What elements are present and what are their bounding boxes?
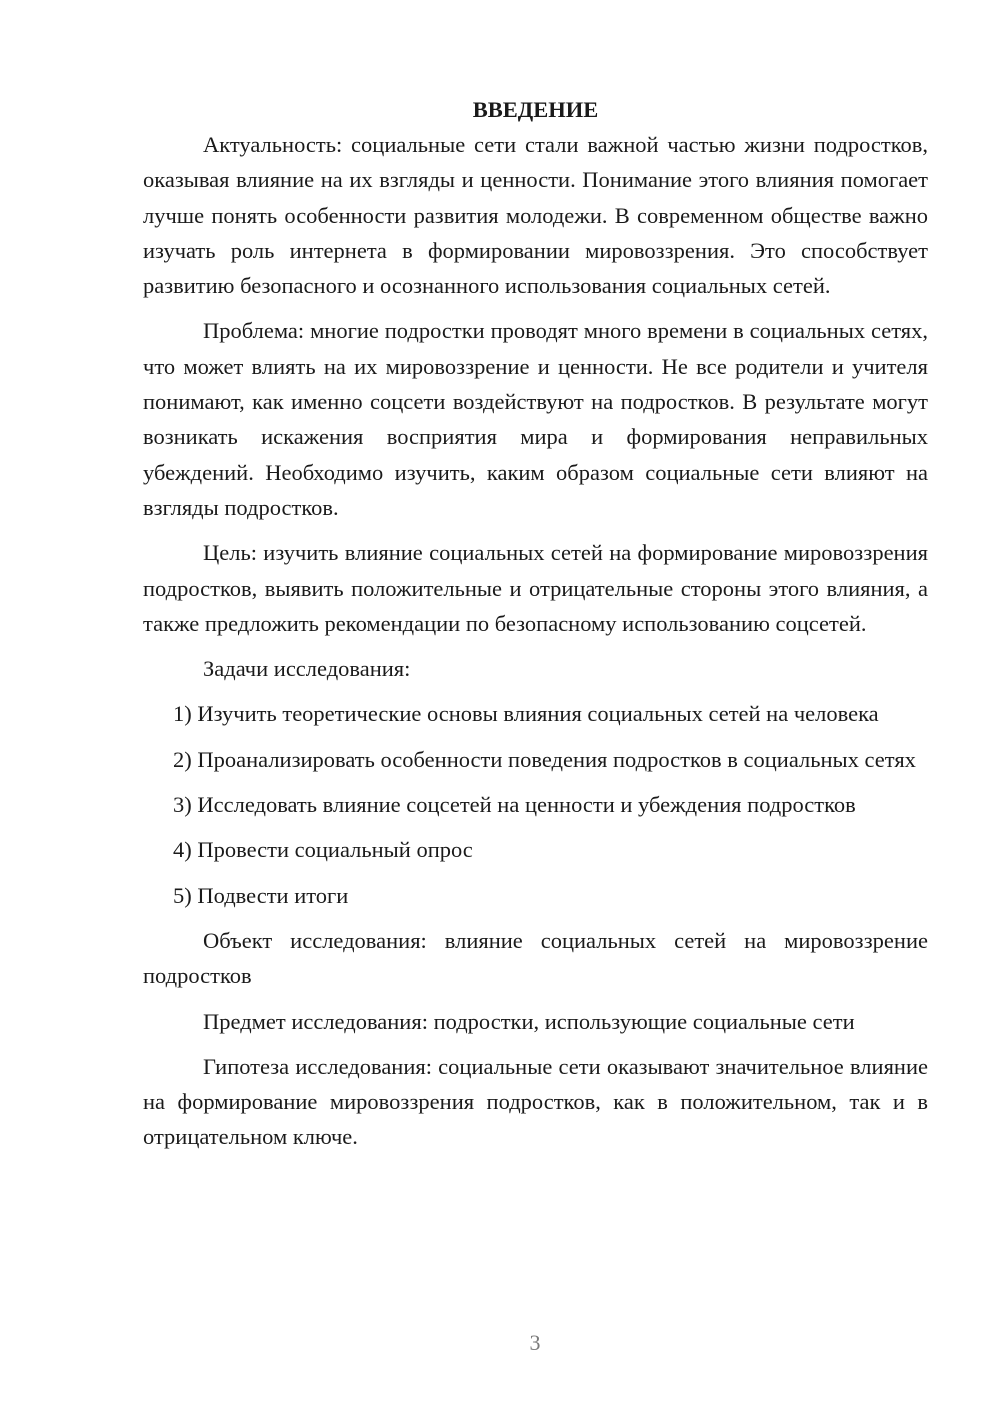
task-item-3: 3) Исследовать влияние соцсетей на ценности и убеждения подростков	[173, 792, 856, 818]
hypothesis-paragraph: Гипотеза исследования: социальные сети оказывают значительное влияние на формирование мировоззрения подростков, как в положительном, так и в отрицательном ключе.	[143, 1053, 928, 1150]
page-number: 3	[529, 1330, 541, 1355]
document-body	[143, 92, 928, 1155]
task-item-2: 2) Проанализировать особенности поведения подростков в социальных сетях	[173, 746, 916, 772]
problem-paragraph: Проблема: многие подростки проводят много времени в социальных сетях, что может влиять на их мировоззрение и ценности. Не все родители и учителя понимают, как именно соцсети воздействуют на подростков. В результате могут возникать искажения восприятия мира и формирования неправильных убеждений. Необходимо изучить, каким образом социальные сети влияют на взгляды подростков.	[143, 318, 928, 520]
tasks-heading: Задачи исследования:	[203, 656, 411, 682]
object-paragraph: Объект исследования: влияние социальных сетей на мировоззрение подростков	[143, 927, 928, 989]
task-item-1: 1) Изучить теоретические основы влияния социальных сетей на человека	[173, 701, 879, 727]
task-item-5: 5) Подвести итоги	[173, 882, 349, 908]
subject-paragraph: Предмет исследования: подростки, использующие социальные сети	[203, 1008, 855, 1034]
goal-paragraph: Цель: изучить влияние социальных сетей на формирование мировоззрения подростков, выявить положительные и отрицательные стороны этого влияния, а также предложить рекомендации по безопасному использованию соцсетей.	[143, 540, 928, 636]
task-item-4: 4) Провести социальный опрос	[173, 837, 473, 863]
page-title: ВВЕДЕНИЕ	[472, 97, 599, 122]
relevance-paragraph: Актуальность: социальные сети стали важной частью жизни подростков, оказывая влияние на их взгляды и ценности. Понимание этого влияния помогает лучше понять особенности развития молодежи. В современном обществе важно изучать роль интернета в формировании мировоззрения. Это способствует развитию безопасного и осознанного использования социальных сетей.	[143, 132, 928, 299]
